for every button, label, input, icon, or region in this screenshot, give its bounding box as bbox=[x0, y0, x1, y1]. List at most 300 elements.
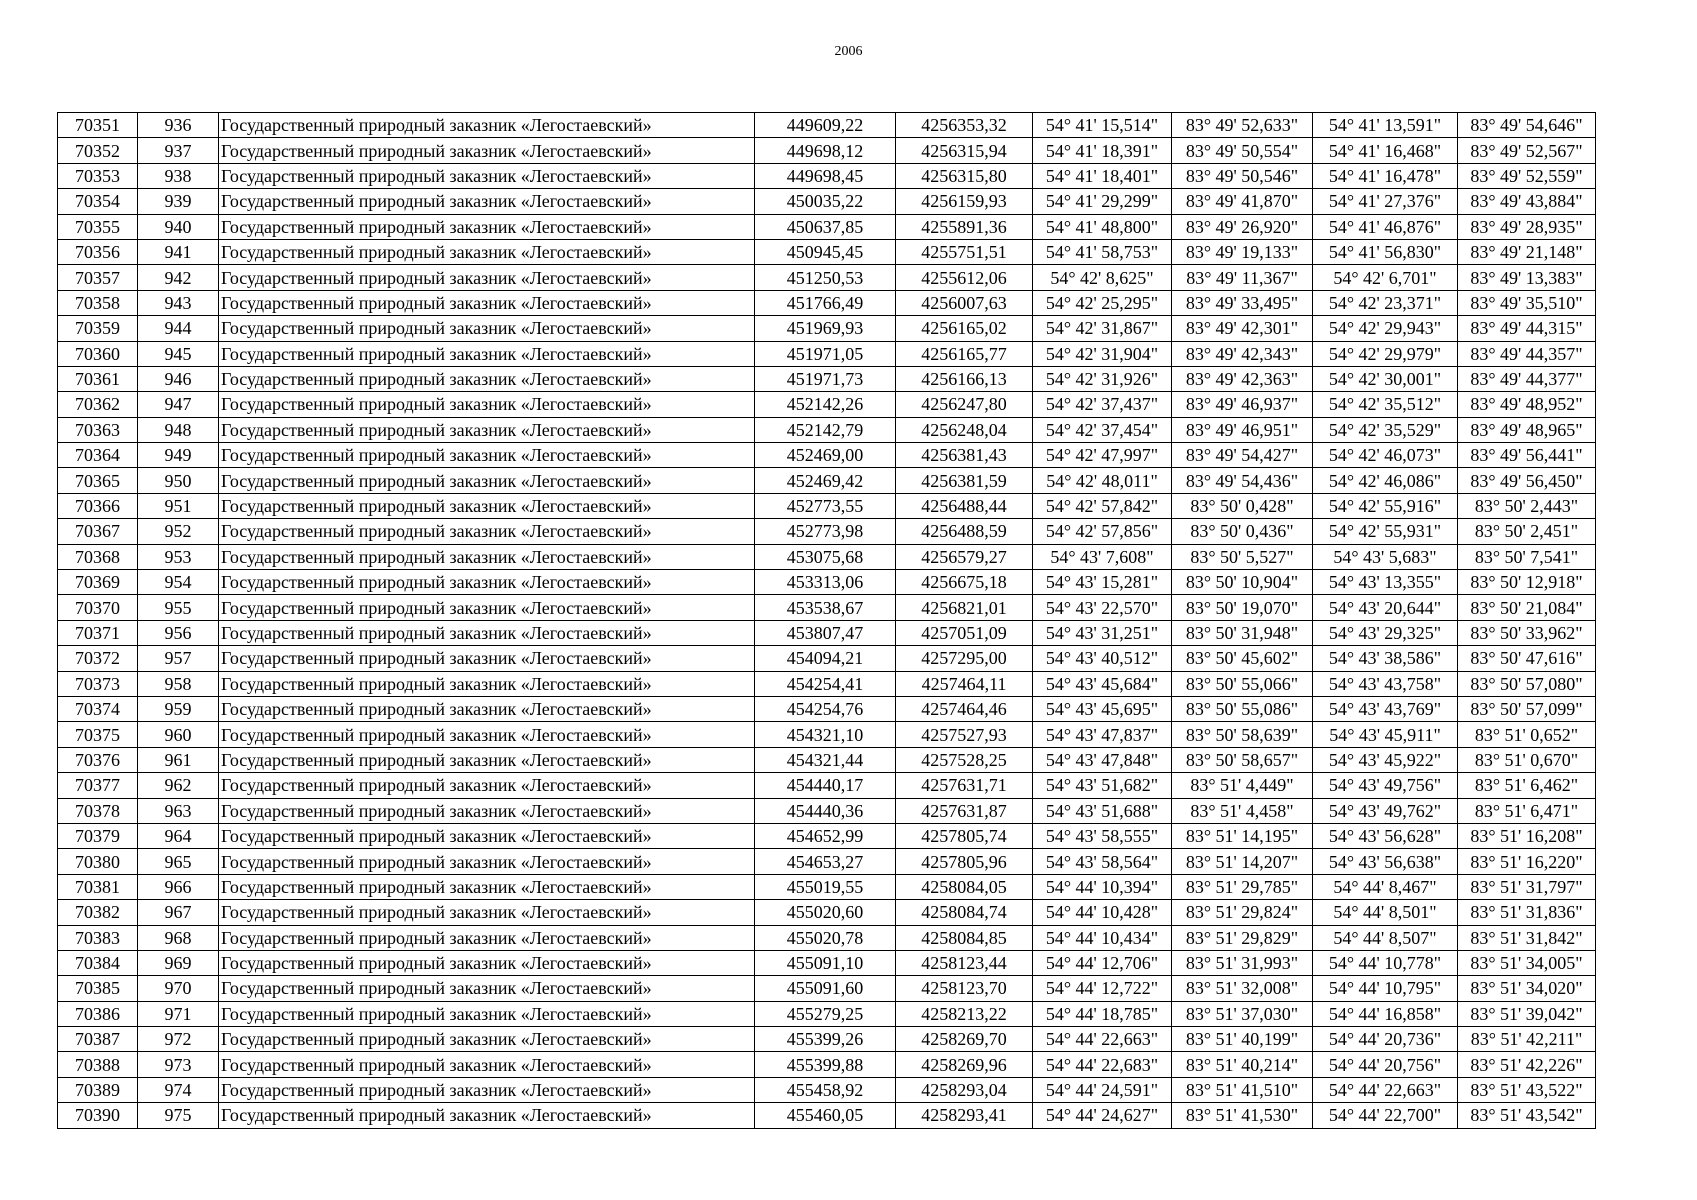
latitude-alt-cell: 54° 42' 55,931" bbox=[1313, 519, 1458, 544]
longitude-cell: 83° 50' 31,948" bbox=[1172, 620, 1313, 645]
point-number-cell: 954 bbox=[138, 570, 219, 595]
y-coordinate-cell: 4256165,02 bbox=[896, 316, 1033, 341]
longitude-alt-cell: 83° 49' 21,148" bbox=[1458, 239, 1596, 264]
latitude-alt-cell: 54° 43' 20,644" bbox=[1313, 595, 1458, 620]
point-number-cell: 959 bbox=[138, 696, 219, 721]
latitude-cell: 54° 42' 37,437" bbox=[1033, 392, 1172, 417]
y-coordinate-cell: 4257805,74 bbox=[896, 823, 1033, 848]
point-id-cell: 70363 bbox=[58, 417, 138, 442]
x-coordinate-cell: 450945,45 bbox=[755, 239, 896, 264]
latitude-alt-cell: 54° 43' 45,911" bbox=[1313, 722, 1458, 747]
latitude-alt-cell: 54° 44' 20,736" bbox=[1313, 1027, 1458, 1052]
longitude-cell: 83° 50' 55,066" bbox=[1172, 671, 1313, 696]
reserve-name-cell: Государственный природный заказник «Легостаевский» bbox=[219, 392, 755, 417]
table-row bbox=[58, 366, 1596, 391]
longitude-cell: 83° 49' 46,951" bbox=[1172, 417, 1313, 442]
x-coordinate-cell: 454094,21 bbox=[755, 646, 896, 671]
table-row bbox=[58, 1001, 1596, 1026]
longitude-cell: 83° 49' 19,133" bbox=[1172, 239, 1313, 264]
x-coordinate-cell: 449698,12 bbox=[755, 138, 896, 163]
point-id-cell: 70354 bbox=[58, 189, 138, 214]
y-coordinate-cell: 4258123,70 bbox=[896, 976, 1033, 1001]
latitude-alt-cell: 54° 44' 8,467" bbox=[1313, 874, 1458, 899]
x-coordinate-cell: 452773,98 bbox=[755, 519, 896, 544]
point-number-cell: 965 bbox=[138, 849, 219, 874]
longitude-alt-cell: 83° 49' 56,450" bbox=[1458, 468, 1596, 493]
longitude-cell: 83° 50' 5,527" bbox=[1172, 544, 1313, 569]
point-number-cell: 973 bbox=[138, 1052, 219, 1077]
latitude-alt-cell: 54° 43' 56,628" bbox=[1313, 823, 1458, 848]
latitude-alt-cell: 54° 41' 46,876" bbox=[1313, 214, 1458, 239]
latitude-cell: 54° 42' 37,454" bbox=[1033, 417, 1172, 442]
reserve-name-cell: Государственный природный заказник «Легостаевский» bbox=[219, 925, 755, 950]
longitude-cell: 83° 51' 32,008" bbox=[1172, 976, 1313, 1001]
latitude-cell: 54° 41' 18,401" bbox=[1033, 163, 1172, 188]
latitude-cell: 54° 43' 15,281" bbox=[1033, 570, 1172, 595]
x-coordinate-cell: 453313,06 bbox=[755, 570, 896, 595]
longitude-cell: 83° 50' 0,436" bbox=[1172, 519, 1313, 544]
point-number-cell: 941 bbox=[138, 239, 219, 264]
table-row bbox=[58, 163, 1596, 188]
page-number: 2006 bbox=[834, 44, 863, 59]
point-number-cell: 958 bbox=[138, 671, 219, 696]
latitude-alt-cell: 54° 42' 35,529" bbox=[1313, 417, 1458, 442]
table-row bbox=[58, 519, 1596, 544]
reserve-name-cell: Государственный природный заказник «Легостаевский» bbox=[219, 1052, 755, 1077]
y-coordinate-cell: 4256488,44 bbox=[896, 493, 1033, 518]
latitude-alt-cell: 54° 42' 35,512" bbox=[1313, 392, 1458, 417]
longitude-cell: 83° 50' 10,904" bbox=[1172, 570, 1313, 595]
point-id-cell: 70356 bbox=[58, 239, 138, 264]
longitude-cell: 83° 49' 41,870" bbox=[1172, 189, 1313, 214]
y-coordinate-cell: 4257631,87 bbox=[896, 798, 1033, 823]
latitude-cell: 54° 41' 15,514" bbox=[1033, 113, 1172, 138]
point-number-cell: 961 bbox=[138, 747, 219, 772]
latitude-alt-cell: 54° 44' 16,858" bbox=[1313, 1001, 1458, 1026]
latitude-cell: 54° 44' 12,722" bbox=[1033, 976, 1172, 1001]
table-body bbox=[58, 113, 1596, 1129]
longitude-alt-cell: 83° 50' 57,080" bbox=[1458, 671, 1596, 696]
x-coordinate-cell: 455460,05 bbox=[755, 1103, 896, 1128]
point-number-cell: 962 bbox=[138, 773, 219, 798]
table-row bbox=[58, 646, 1596, 671]
longitude-alt-cell: 83° 51' 6,471" bbox=[1458, 798, 1596, 823]
latitude-alt-cell: 54° 44' 20,756" bbox=[1313, 1052, 1458, 1077]
y-coordinate-cell: 4255612,06 bbox=[896, 265, 1033, 290]
point-id-cell: 70385 bbox=[58, 976, 138, 1001]
x-coordinate-cell: 450035,22 bbox=[755, 189, 896, 214]
table-row bbox=[58, 849, 1596, 874]
x-coordinate-cell: 450637,85 bbox=[755, 214, 896, 239]
longitude-cell: 83° 49' 42,363" bbox=[1172, 366, 1313, 391]
y-coordinate-cell: 4256166,13 bbox=[896, 366, 1033, 391]
latitude-cell: 54° 44' 18,785" bbox=[1033, 1001, 1172, 1026]
latitude-cell: 54° 44' 12,706" bbox=[1033, 950, 1172, 975]
reserve-name-cell: Государственный природный заказник «Легостаевский» bbox=[219, 316, 755, 341]
reserve-name-cell: Государственный природный заказник «Легостаевский» bbox=[219, 671, 755, 696]
longitude-cell: 83° 51' 29,785" bbox=[1172, 874, 1313, 899]
longitude-alt-cell: 83° 51' 34,020" bbox=[1458, 976, 1596, 1001]
longitude-alt-cell: 83° 50' 2,451" bbox=[1458, 519, 1596, 544]
point-id-cell: 70386 bbox=[58, 1001, 138, 1026]
reserve-name-cell: Государственный природный заказник «Легостаевский» bbox=[219, 747, 755, 772]
x-coordinate-cell: 452469,00 bbox=[755, 443, 896, 468]
longitude-cell: 83° 49' 42,301" bbox=[1172, 316, 1313, 341]
latitude-alt-cell: 54° 43' 38,586" bbox=[1313, 646, 1458, 671]
longitude-alt-cell: 83° 51' 0,670" bbox=[1458, 747, 1596, 772]
longitude-alt-cell: 83° 49' 28,935" bbox=[1458, 214, 1596, 239]
point-number-cell: 974 bbox=[138, 1077, 219, 1102]
longitude-alt-cell: 83° 51' 43,522" bbox=[1458, 1077, 1596, 1102]
y-coordinate-cell: 4258293,41 bbox=[896, 1103, 1033, 1128]
longitude-alt-cell: 83° 50' 12,918" bbox=[1458, 570, 1596, 595]
point-id-cell: 70361 bbox=[58, 366, 138, 391]
reserve-name-cell: Государственный природный заказник «Легостаевский» bbox=[219, 493, 755, 518]
table-row bbox=[58, 696, 1596, 721]
x-coordinate-cell: 454440,17 bbox=[755, 773, 896, 798]
point-number-cell: 947 bbox=[138, 392, 219, 417]
longitude-alt-cell: 83° 49' 54,646" bbox=[1458, 113, 1596, 138]
longitude-cell: 83° 49' 33,495" bbox=[1172, 290, 1313, 315]
latitude-alt-cell: 54° 44' 10,795" bbox=[1313, 976, 1458, 1001]
longitude-cell: 83° 51' 40,199" bbox=[1172, 1027, 1313, 1052]
table-row bbox=[58, 189, 1596, 214]
latitude-cell: 54° 41' 58,753" bbox=[1033, 239, 1172, 264]
point-number-cell: 964 bbox=[138, 823, 219, 848]
point-id-cell: 70379 bbox=[58, 823, 138, 848]
table-row bbox=[58, 925, 1596, 950]
latitude-cell: 54° 44' 24,591" bbox=[1033, 1077, 1172, 1102]
y-coordinate-cell: 4256381,43 bbox=[896, 443, 1033, 468]
latitude-alt-cell: 54° 44' 8,507" bbox=[1313, 925, 1458, 950]
point-number-cell: 949 bbox=[138, 443, 219, 468]
point-id-cell: 70366 bbox=[58, 493, 138, 518]
point-number-cell: 953 bbox=[138, 544, 219, 569]
point-number-cell: 948 bbox=[138, 417, 219, 442]
table-row bbox=[58, 671, 1596, 696]
x-coordinate-cell: 453538,67 bbox=[755, 595, 896, 620]
table-row bbox=[58, 798, 1596, 823]
table-row bbox=[58, 1103, 1596, 1128]
longitude-alt-cell: 83° 51' 0,652" bbox=[1458, 722, 1596, 747]
longitude-alt-cell: 83° 50' 7,541" bbox=[1458, 544, 1596, 569]
point-number-cell: 942 bbox=[138, 265, 219, 290]
x-coordinate-cell: 454440,36 bbox=[755, 798, 896, 823]
longitude-alt-cell: 83° 49' 44,315" bbox=[1458, 316, 1596, 341]
reserve-name-cell: Государственный природный заказник «Легостаевский» bbox=[219, 950, 755, 975]
reserve-name-cell: Государственный природный заказник «Легостаевский» bbox=[219, 595, 755, 620]
latitude-cell: 54° 42' 31,867" bbox=[1033, 316, 1172, 341]
latitude-alt-cell: 54° 43' 49,762" bbox=[1313, 798, 1458, 823]
y-coordinate-cell: 4256579,27 bbox=[896, 544, 1033, 569]
longitude-alt-cell: 83° 51' 31,836" bbox=[1458, 900, 1596, 925]
longitude-cell: 83° 50' 0,428" bbox=[1172, 493, 1313, 518]
point-id-cell: 70387 bbox=[58, 1027, 138, 1052]
reserve-name-cell: Государственный природный заказник «Легостаевский» bbox=[219, 1027, 755, 1052]
latitude-alt-cell: 54° 41' 56,830" bbox=[1313, 239, 1458, 264]
x-coordinate-cell: 452469,42 bbox=[755, 468, 896, 493]
reserve-name-cell: Государственный природный заказник «Легостаевский» bbox=[219, 214, 755, 239]
point-id-cell: 70388 bbox=[58, 1052, 138, 1077]
latitude-cell: 54° 43' 58,564" bbox=[1033, 849, 1172, 874]
point-id-cell: 70362 bbox=[58, 392, 138, 417]
y-coordinate-cell: 4258213,22 bbox=[896, 1001, 1033, 1026]
table-row bbox=[58, 493, 1596, 518]
point-id-cell: 70371 bbox=[58, 620, 138, 645]
longitude-alt-cell: 83° 49' 48,965" bbox=[1458, 417, 1596, 442]
latitude-cell: 54° 43' 47,837" bbox=[1033, 722, 1172, 747]
table-row bbox=[58, 468, 1596, 493]
longitude-cell: 83° 51' 4,458" bbox=[1172, 798, 1313, 823]
point-number-cell: 952 bbox=[138, 519, 219, 544]
x-coordinate-cell: 454652,99 bbox=[755, 823, 896, 848]
point-number-cell: 975 bbox=[138, 1103, 219, 1128]
point-id-cell: 70384 bbox=[58, 950, 138, 975]
y-coordinate-cell: 4255891,36 bbox=[896, 214, 1033, 239]
longitude-alt-cell: 83° 49' 44,357" bbox=[1458, 341, 1596, 366]
latitude-cell: 54° 44' 10,394" bbox=[1033, 874, 1172, 899]
longitude-cell: 83° 49' 50,554" bbox=[1172, 138, 1313, 163]
latitude-alt-cell: 54° 41' 13,591" bbox=[1313, 113, 1458, 138]
latitude-alt-cell: 54° 44' 22,700" bbox=[1313, 1103, 1458, 1128]
longitude-alt-cell: 83° 49' 13,383" bbox=[1458, 265, 1596, 290]
table-row bbox=[58, 1077, 1596, 1102]
x-coordinate-cell: 454653,27 bbox=[755, 849, 896, 874]
table-row bbox=[58, 392, 1596, 417]
point-number-cell: 945 bbox=[138, 341, 219, 366]
x-coordinate-cell: 451766,49 bbox=[755, 290, 896, 315]
latitude-cell: 54° 44' 22,683" bbox=[1033, 1052, 1172, 1077]
point-id-cell: 70373 bbox=[58, 671, 138, 696]
longitude-cell: 83° 51' 14,207" bbox=[1172, 849, 1313, 874]
table-row bbox=[58, 900, 1596, 925]
point-id-cell: 70382 bbox=[58, 900, 138, 925]
reserve-name-cell: Государственный природный заказник «Легостаевский» bbox=[219, 874, 755, 899]
point-id-cell: 70355 bbox=[58, 214, 138, 239]
x-coordinate-cell: 454321,10 bbox=[755, 722, 896, 747]
latitude-alt-cell: 54° 43' 43,769" bbox=[1313, 696, 1458, 721]
latitude-alt-cell: 54° 41' 27,376" bbox=[1313, 189, 1458, 214]
latitude-cell: 54° 41' 29,299" bbox=[1033, 189, 1172, 214]
latitude-alt-cell: 54° 44' 10,778" bbox=[1313, 950, 1458, 975]
point-number-cell: 957 bbox=[138, 646, 219, 671]
reserve-name-cell: Государственный природный заказник «Легостаевский» bbox=[219, 189, 755, 214]
longitude-alt-cell: 83° 49' 56,441" bbox=[1458, 443, 1596, 468]
point-id-cell: 70360 bbox=[58, 341, 138, 366]
x-coordinate-cell: 451971,05 bbox=[755, 341, 896, 366]
longitude-alt-cell: 83° 51' 16,208" bbox=[1458, 823, 1596, 848]
y-coordinate-cell: 4258123,44 bbox=[896, 950, 1033, 975]
table-row bbox=[58, 950, 1596, 975]
x-coordinate-cell: 451250,53 bbox=[755, 265, 896, 290]
longitude-cell: 83° 51' 29,824" bbox=[1172, 900, 1313, 925]
latitude-cell: 54° 43' 31,251" bbox=[1033, 620, 1172, 645]
table-row bbox=[58, 265, 1596, 290]
point-id-cell: 70374 bbox=[58, 696, 138, 721]
reserve-name-cell: Государственный природный заказник «Легостаевский» bbox=[219, 1077, 755, 1102]
table-row bbox=[58, 823, 1596, 848]
y-coordinate-cell: 4257805,96 bbox=[896, 849, 1033, 874]
latitude-alt-cell: 54° 44' 22,663" bbox=[1313, 1077, 1458, 1102]
longitude-cell: 83° 51' 4,449" bbox=[1172, 773, 1313, 798]
reserve-name-cell: Государственный природный заказник «Легостаевский» bbox=[219, 1103, 755, 1128]
latitude-cell: 54° 44' 24,627" bbox=[1033, 1103, 1172, 1128]
reserve-name-cell: Государственный природный заказник «Легостаевский» bbox=[219, 976, 755, 1001]
longitude-alt-cell: 83° 49' 52,567" bbox=[1458, 138, 1596, 163]
latitude-cell: 54° 41' 18,391" bbox=[1033, 138, 1172, 163]
x-coordinate-cell: 455279,25 bbox=[755, 1001, 896, 1026]
longitude-alt-cell: 83° 51' 31,842" bbox=[1458, 925, 1596, 950]
longitude-cell: 83° 50' 19,070" bbox=[1172, 595, 1313, 620]
latitude-alt-cell: 54° 41' 16,468" bbox=[1313, 138, 1458, 163]
latitude-alt-cell: 54° 43' 43,758" bbox=[1313, 671, 1458, 696]
point-number-cell: 943 bbox=[138, 290, 219, 315]
longitude-cell: 83° 49' 11,367" bbox=[1172, 265, 1313, 290]
point-id-cell: 70372 bbox=[58, 646, 138, 671]
longitude-alt-cell: 83° 51' 6,462" bbox=[1458, 773, 1596, 798]
x-coordinate-cell: 455091,10 bbox=[755, 950, 896, 975]
y-coordinate-cell: 4256165,77 bbox=[896, 341, 1033, 366]
latitude-alt-cell: 54° 44' 8,501" bbox=[1313, 900, 1458, 925]
reserve-name-cell: Государственный природный заказник «Легостаевский» bbox=[219, 113, 755, 138]
point-number-cell: 971 bbox=[138, 1001, 219, 1026]
point-id-cell: 70378 bbox=[58, 798, 138, 823]
point-id-cell: 70352 bbox=[58, 138, 138, 163]
point-id-cell: 70358 bbox=[58, 290, 138, 315]
longitude-alt-cell: 83° 50' 47,616" bbox=[1458, 646, 1596, 671]
point-id-cell: 70369 bbox=[58, 570, 138, 595]
reserve-name-cell: Государственный природный заказник «Легостаевский» bbox=[219, 798, 755, 823]
y-coordinate-cell: 4258269,70 bbox=[896, 1027, 1033, 1052]
latitude-alt-cell: 54° 43' 13,355" bbox=[1313, 570, 1458, 595]
longitude-alt-cell: 83° 51' 42,211" bbox=[1458, 1027, 1596, 1052]
y-coordinate-cell: 4256821,01 bbox=[896, 595, 1033, 620]
table-row bbox=[58, 595, 1596, 620]
point-number-cell: 950 bbox=[138, 468, 219, 493]
latitude-alt-cell: 54° 43' 49,756" bbox=[1313, 773, 1458, 798]
latitude-alt-cell: 54° 42' 55,916" bbox=[1313, 493, 1458, 518]
longitude-cell: 83° 51' 41,530" bbox=[1172, 1103, 1313, 1128]
point-number-cell: 944 bbox=[138, 316, 219, 341]
latitude-cell: 54° 43' 22,570" bbox=[1033, 595, 1172, 620]
x-coordinate-cell: 451971,73 bbox=[755, 366, 896, 391]
reserve-name-cell: Государственный природный заказник «Легостаевский» bbox=[219, 341, 755, 366]
x-coordinate-cell: 455399,88 bbox=[755, 1052, 896, 1077]
reserve-name-cell: Государственный природный заказник «Легостаевский» bbox=[219, 722, 755, 747]
point-id-cell: 70389 bbox=[58, 1077, 138, 1102]
point-number-cell: 951 bbox=[138, 493, 219, 518]
reserve-name-cell: Государственный природный заказник «Легостаевский» bbox=[219, 823, 755, 848]
y-coordinate-cell: 4257295,00 bbox=[896, 646, 1033, 671]
latitude-alt-cell: 54° 42' 6,701" bbox=[1313, 265, 1458, 290]
point-number-cell: 968 bbox=[138, 925, 219, 950]
latitude-alt-cell: 54° 42' 29,979" bbox=[1313, 341, 1458, 366]
y-coordinate-cell: 4256315,94 bbox=[896, 138, 1033, 163]
coordinates-table bbox=[57, 112, 1596, 1129]
x-coordinate-cell: 449609,22 bbox=[755, 113, 896, 138]
latitude-cell: 54° 42' 47,997" bbox=[1033, 443, 1172, 468]
table-row bbox=[58, 773, 1596, 798]
longitude-cell: 83° 49' 42,343" bbox=[1172, 341, 1313, 366]
y-coordinate-cell: 4257051,09 bbox=[896, 620, 1033, 645]
longitude-alt-cell: 83° 51' 39,042" bbox=[1458, 1001, 1596, 1026]
latitude-alt-cell: 54° 42' 46,073" bbox=[1313, 443, 1458, 468]
latitude-cell: 54° 43' 45,695" bbox=[1033, 696, 1172, 721]
table-row bbox=[58, 417, 1596, 442]
table-row bbox=[58, 976, 1596, 1001]
table-row bbox=[58, 1027, 1596, 1052]
longitude-alt-cell: 83° 49' 44,377" bbox=[1458, 366, 1596, 391]
latitude-alt-cell: 54° 43' 56,638" bbox=[1313, 849, 1458, 874]
latitude-cell: 54° 42' 31,904" bbox=[1033, 341, 1172, 366]
reserve-name-cell: Государственный природный заказник «Легостаевский» bbox=[219, 1001, 755, 1026]
reserve-name-cell: Государственный природный заказник «Легостаевский» bbox=[219, 265, 755, 290]
point-id-cell: 70375 bbox=[58, 722, 138, 747]
point-number-cell: 939 bbox=[138, 189, 219, 214]
point-id-cell: 70365 bbox=[58, 468, 138, 493]
latitude-alt-cell: 54° 43' 45,922" bbox=[1313, 747, 1458, 772]
latitude-alt-cell: 54° 42' 30,001" bbox=[1313, 366, 1458, 391]
longitude-cell: 83° 51' 14,195" bbox=[1172, 823, 1313, 848]
latitude-cell: 54° 44' 22,663" bbox=[1033, 1027, 1172, 1052]
table-row bbox=[58, 570, 1596, 595]
table-row bbox=[58, 316, 1596, 341]
x-coordinate-cell: 451969,93 bbox=[755, 316, 896, 341]
latitude-alt-cell: 54° 43' 5,683" bbox=[1313, 544, 1458, 569]
latitude-alt-cell: 54° 42' 23,371" bbox=[1313, 290, 1458, 315]
point-number-cell: 956 bbox=[138, 620, 219, 645]
longitude-alt-cell: 83° 49' 43,884" bbox=[1458, 189, 1596, 214]
longitude-alt-cell: 83° 50' 33,962" bbox=[1458, 620, 1596, 645]
latitude-cell: 54° 43' 51,682" bbox=[1033, 773, 1172, 798]
latitude-cell: 54° 42' 8,625" bbox=[1033, 265, 1172, 290]
longitude-alt-cell: 83° 50' 2,443" bbox=[1458, 493, 1596, 518]
latitude-alt-cell: 54° 43' 29,325" bbox=[1313, 620, 1458, 645]
longitude-cell: 83° 51' 31,993" bbox=[1172, 950, 1313, 975]
y-coordinate-cell: 4256247,80 bbox=[896, 392, 1033, 417]
point-number-cell: 967 bbox=[138, 900, 219, 925]
y-coordinate-cell: 4256381,59 bbox=[896, 468, 1033, 493]
point-id-cell: 70359 bbox=[58, 316, 138, 341]
point-id-cell: 70370 bbox=[58, 595, 138, 620]
point-id-cell: 70376 bbox=[58, 747, 138, 772]
point-number-cell: 955 bbox=[138, 595, 219, 620]
reserve-name-cell: Государственный природный заказник «Легостаевский» bbox=[219, 138, 755, 163]
table-row bbox=[58, 443, 1596, 468]
reserve-name-cell: Государственный природный заказник «Легостаевский» bbox=[219, 696, 755, 721]
latitude-alt-cell: 54° 41' 16,478" bbox=[1313, 163, 1458, 188]
x-coordinate-cell: 455020,60 bbox=[755, 900, 896, 925]
longitude-cell: 83° 49' 54,436" bbox=[1172, 468, 1313, 493]
latitude-cell: 54° 44' 10,428" bbox=[1033, 900, 1172, 925]
point-id-cell: 70353 bbox=[58, 163, 138, 188]
longitude-cell: 83° 50' 55,086" bbox=[1172, 696, 1313, 721]
y-coordinate-cell: 4257527,93 bbox=[896, 722, 1033, 747]
longitude-cell: 83° 51' 41,510" bbox=[1172, 1077, 1313, 1102]
reserve-name-cell: Государственный природный заказник «Легостаевский» bbox=[219, 773, 755, 798]
y-coordinate-cell: 4256675,18 bbox=[896, 570, 1033, 595]
x-coordinate-cell: 455458,92 bbox=[755, 1077, 896, 1102]
latitude-cell: 54° 43' 47,848" bbox=[1033, 747, 1172, 772]
longitude-cell: 83° 50' 58,639" bbox=[1172, 722, 1313, 747]
point-number-cell: 972 bbox=[138, 1027, 219, 1052]
latitude-cell: 54° 43' 7,608" bbox=[1033, 544, 1172, 569]
y-coordinate-cell: 4257464,46 bbox=[896, 696, 1033, 721]
point-id-cell: 70381 bbox=[58, 874, 138, 899]
reserve-name-cell: Государственный природный заказник «Легостаевский» bbox=[219, 849, 755, 874]
x-coordinate-cell: 454254,76 bbox=[755, 696, 896, 721]
table-row bbox=[58, 214, 1596, 239]
